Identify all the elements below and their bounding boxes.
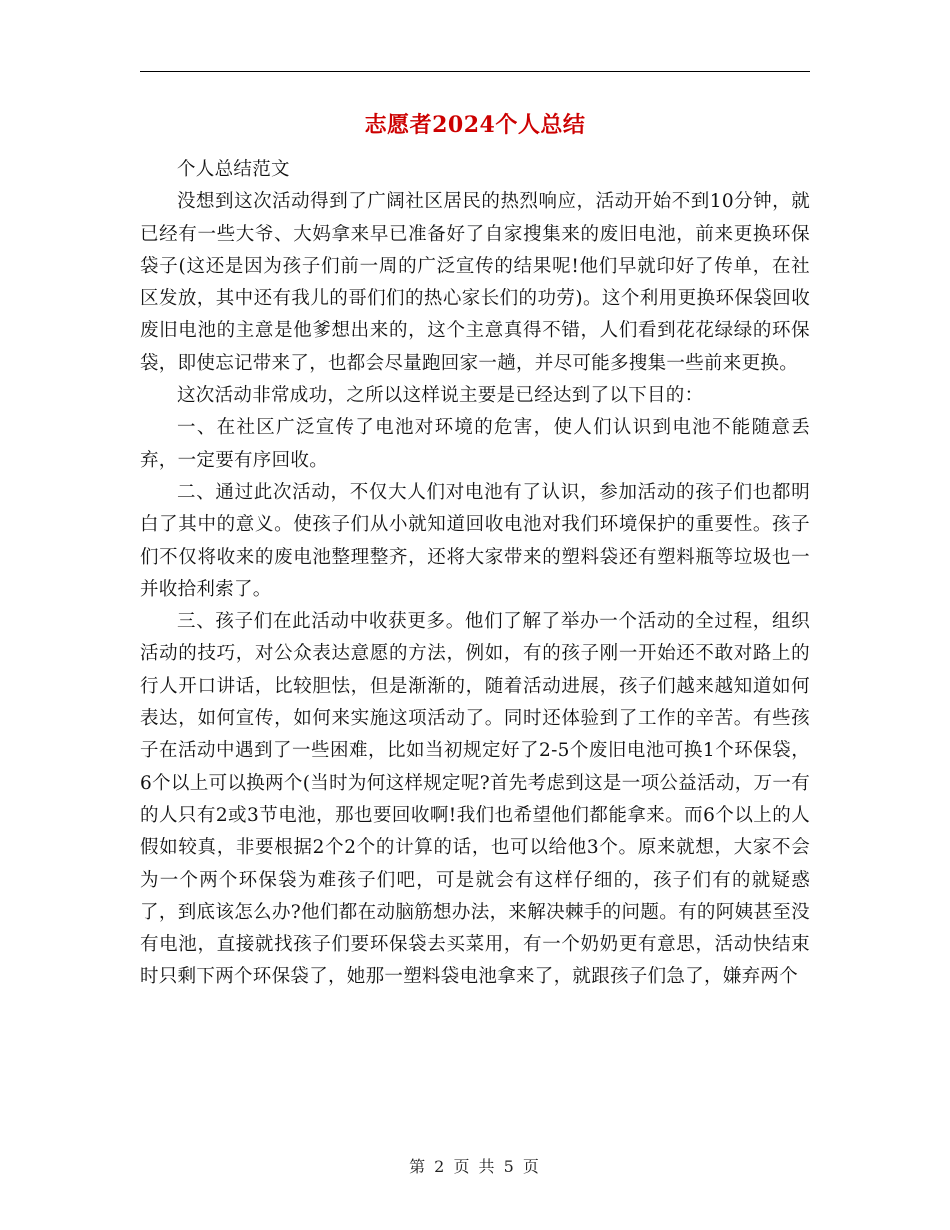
page-number: 第 2 页 共 5 页 <box>409 1157 541 1176</box>
document-body <box>140 154 810 994</box>
paragraph: 二、通过此次活动，不仅大人们对电池有了认识，参加活动的孩子们也都明白了其中的意义。使孩子们从小就知道回收电池对我们环境保护的重要性。孩子们不仅将收来的废电池整理整齐，还将大家带来的塑料袋还有塑料瓶等垃圾也一并收拾利索了。 <box>140 481 810 600</box>
paragraph: 三、孩子们在此活动中收获更多。他们了解了举办一个活动的全过程，组织活动的技巧，对公众表达意愿的方法，例如，有的孩子刚一开始还不敢对路上的行人开口讲话，比较胆怯，但是渐渐的，随着活动进展，孩子们越来越知道如何表达，如何宣传，如何来实施这项活动了。同时还体验到了工作的辛苦。有些孩子在活动中遇到了一些困难，比如当初规定好了2-5个废旧电池可换1个环保袋，6个以上可以换两个(当时为何这样规定呢?首先考虑到这是一项公益活动，万一有的人只有2或3节电池，那也要回收啊!我们也希望他们都能拿来。而6个以上的人假如较真，非要根据2个2个的计算的话，也可以给他3个。原来就想，大家不会为一个两个环保袋为难孩子们吧，可是就会有这样仔细的，孩子们有的就疑惑了，到底该怎么办?他们都在动脑筋想办法，来解决棘手的问题。有的阿姨甚至没有电池，直接就找孩子们要环保袋去买菜用，有一个奶奶更有意思，活动快结束时只剩下两个环保袋了，她那一塑料袋电池拿来了，就跟孩子们急了，嫌弃两个 <box>140 611 810 988</box>
paragraph: 一、在社区广泛宣传了电池对环境的危害，使人们认识到电池不能随意丢弃，一定要有序回收。 <box>140 417 810 471</box>
header-rule <box>140 71 810 72</box>
paragraph: 这次活动非常成功，之所以这样说主要是已经达到了以下目的： <box>177 385 704 407</box>
paragraph: 没想到这次活动得到了广阔社区居民的热烈响应，活动开始不到10分钟，就已经有一些大爷、大妈拿来早已准备好了自家搜集来的废旧电池，前来更换环保袋子(这还是因为孩子们前一周的广泛宣传的结果呢!他们早就印好了传单，在社区发放，其中还有我儿的哥们们的热心家长们的功劳)。这个利用更换环保袋回收废旧电池的主意是他爹想出来的，这个主意真得不错，人们看到花花绿绿的环保袋，即使忘记带来了，也都会尽量跑回家一趟，并尽可能多搜集一些前来更换。 <box>140 191 810 374</box>
document-title: 志愿者2024个人总结 <box>364 112 586 138</box>
paragraph-subtitle: 个人总结范文 <box>177 159 290 180</box>
